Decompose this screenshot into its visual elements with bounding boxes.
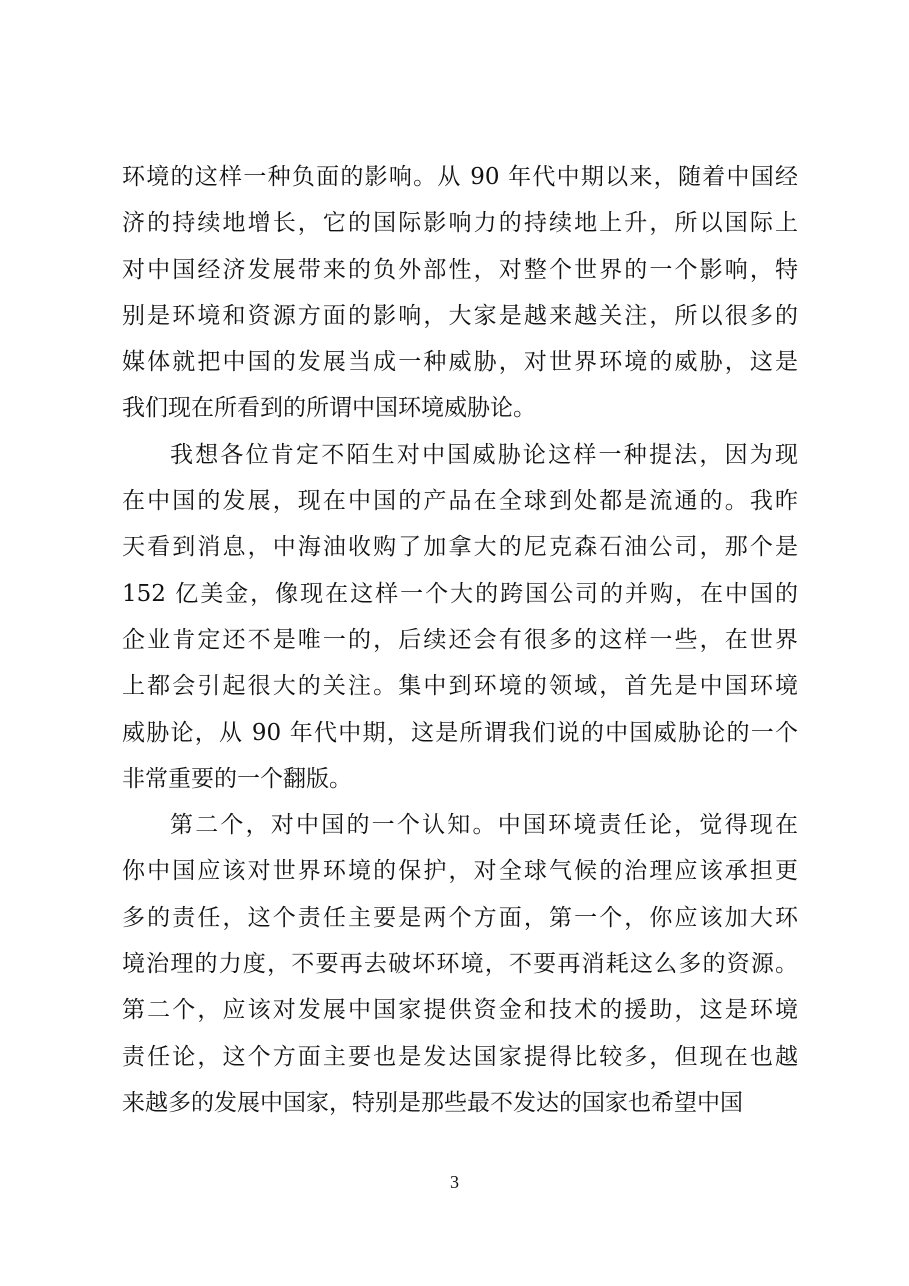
text-line: 你中国应该对世界环境的保护，对全球气候的治理应该承担更 <box>122 858 798 885</box>
text-line: 152 亿美金，像现在这样一个大的跨国公司的并购，在中国的 <box>122 580 798 607</box>
text-line: 威胁论，从 90 年代中期，这是所谓我们说的中国威胁论的一个 <box>122 719 798 746</box>
paragraph <box>122 432 798 802</box>
text-line: 责任论，这个方面主要也是发达国家提得比较多，但现在也越 <box>122 1043 798 1070</box>
text-line: 我们现在所看到的所谓中国环境威胁论。 <box>122 395 536 422</box>
paragraph <box>122 154 798 432</box>
text-line: 环境的这样一种负面的影响。从 90 年代中期以来，随着中国经 <box>122 164 798 190</box>
text-line: 来越多的发展中国家，特别是那些最不发达的国家也希望中国 <box>122 1089 743 1116</box>
text-line: 济的持续地增长，它的国际影响力的持续地上升，所以国际上 <box>122 210 798 237</box>
text-line: 非常重要的一个翻版。 <box>122 765 352 792</box>
text-line: 对中国经济发展带来的负外部性，对整个世界的一个影响，特 <box>122 256 798 283</box>
text-line: 上都会引起很大的关注。集中到环境的领域，首先是中国环境 <box>122 673 798 700</box>
text-line: 别是环境和资源方面的影响，大家是越来越关注，所以很多的 <box>122 302 798 329</box>
text-line: 境治理的力度，不要再去破坏环境，不要再消耗这么多的资源。 <box>122 951 798 978</box>
body-text <box>122 154 798 1126</box>
text-line: 天看到消息，中海油收购了加拿大的尼克森石油公司，那个是 <box>122 534 798 561</box>
text-line: 媒体就把中国的发展当成一种威胁，对世界环境的威胁，这是 <box>122 349 798 376</box>
text-line: 第二个，对中国的一个认知。中国环境责任论，觉得现在 <box>170 812 798 839</box>
page-number: 3 <box>450 1172 459 1192</box>
text-line: 多的责任，这个责任主要是两个方面，第一个，你应该加大环 <box>122 904 798 931</box>
text-line: 企业肯定还不是唯一的，后续还会有很多的这样一些，在世界 <box>122 626 798 653</box>
text-line: 第二个，应该对发展中国家提供资金和技术的援助，这是环境 <box>122 997 798 1024</box>
paragraph <box>122 802 798 1126</box>
text-line: 在中国的发展，现在中国的产品在全球到处都是流通的。我昨 <box>122 488 798 515</box>
text-line: 我想各位肯定不陌生对中国威胁论这样一种提法，因为现 <box>170 441 798 468</box>
